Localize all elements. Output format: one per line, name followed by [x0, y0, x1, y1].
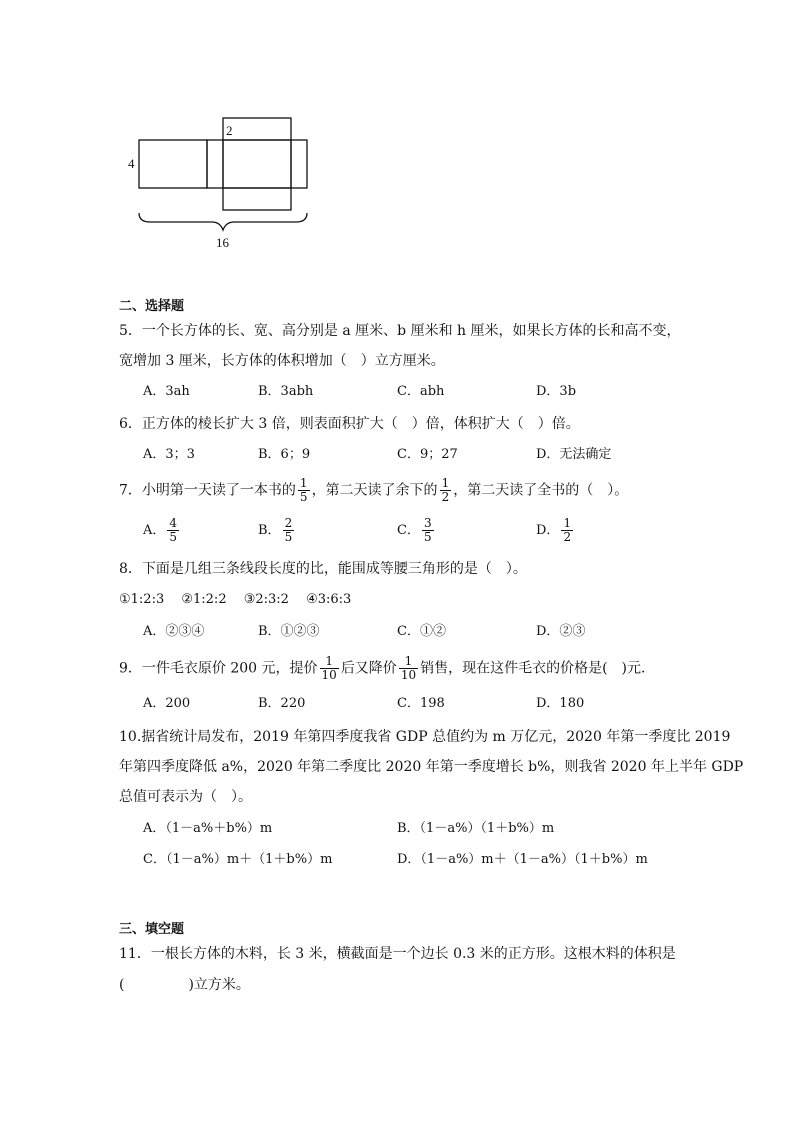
question-6-option-d[interactable]: D．无法确定 — [536, 447, 612, 462]
option-fraction: $\frac{2}{5}$ — [284, 516, 293, 544]
question-8-option-b[interactable]: B．①②③ — [258, 624, 320, 639]
question-5-option-c[interactable]: C．abh — [397, 384, 445, 399]
net-face-top — [223, 118, 291, 140]
question-10-line-1: 10.据省统计局发布，2019 年第四季度我省 GDP 总值约为 m 万亿元，2020 年第一季度比 2019 — [119, 729, 731, 745]
net-face-bottom — [223, 188, 291, 210]
question-6-option-c[interactable]: C．9；27 — [397, 447, 458, 462]
question-9-fraction-1: $\frac{1}{10}$ — [321, 654, 337, 682]
question-7-text — [119, 477, 628, 504]
question-6-text: 6．正方体的棱长扩大 3 倍，则表面积扩大（ ）倍，体积扩大（ ）倍。 — [119, 416, 580, 432]
question-7-option-a[interactable]: A． $\frac{4}{5}$ — [143, 516, 178, 544]
question-10-option-d[interactable]: D．（1－a%）m＋（1－a%）（1＋b%）m — [397, 852, 648, 867]
question-10-line-2: 年第四季度降低 a%，2020 年第二季度比 2020 年第一季度增长 b%，则我省 2020 年上半年 GDP — [119, 759, 744, 775]
length-brace — [139, 213, 307, 230]
question-5-option-a[interactable]: A．3ah — [143, 384, 190, 399]
net-face-middle — [207, 140, 223, 188]
question-9-option-c[interactable]: C．198 — [397, 696, 445, 711]
question-7-option-b[interactable]: B． $\frac{2}{5}$ — [258, 516, 293, 544]
question-8-option-c[interactable]: C．①② — [397, 624, 446, 639]
question-7-part-3: ，第二天读了全书的（ ）。 — [453, 482, 629, 499]
question-9-part-1: 9．一件毛衣原价 200 元，提价 — [119, 660, 318, 677]
question-9-text — [119, 655, 655, 682]
net-face-right — [291, 140, 307, 188]
question-10-option-a[interactable]: A．（1－a%＋b%）m — [143, 821, 273, 836]
option-fraction: $\frac{4}{5}$ — [169, 516, 178, 544]
question-9-fraction-2: $\frac{1}{10}$ — [400, 654, 417, 682]
question-8-option-a[interactable]: A．②③④ — [143, 624, 205, 639]
question-5-option-d[interactable]: D．3b — [536, 384, 577, 399]
net-face-left — [139, 140, 207, 188]
section-title-choice: 二、选择题 — [119, 299, 185, 314]
question-9-option-d[interactable]: D．180 — [536, 696, 585, 711]
question-9-part-3: 销售，现在这件毛衣的价格是( )元． — [420, 660, 656, 677]
option-fraction: $\frac{3}{5}$ — [423, 516, 432, 544]
net-face-center — [223, 140, 291, 188]
width-label: 2 — [226, 123, 233, 138]
question-8-option-d[interactable]: D．②③ — [536, 624, 586, 639]
question-10-option-c[interactable]: C．（1－a%）m＋（1＋b%）m — [143, 852, 333, 867]
question-6-option-a[interactable]: A．3；3 — [143, 447, 195, 462]
question-9-option-a[interactable]: A．200 — [143, 696, 191, 711]
section-title-fill-blank: 三、填空题 — [119, 922, 185, 937]
question-8-text: 8．下面是几组三条线段长度的比，能围成等腰三角形的是（ ）。 — [119, 561, 527, 577]
height-label: 4 — [128, 156, 135, 171]
question-11-line-2: ( )立方米。 — [119, 977, 250, 993]
question-9-option-b[interactable]: B．220 — [258, 696, 306, 711]
length-label: 16 — [216, 235, 229, 250]
question-7-fraction-2: $\frac{1}{2}$ — [441, 476, 450, 504]
question-7-option-d[interactable]: D． $\frac{1}{2}$ — [536, 516, 572, 544]
question-5-line-1: 5．一个长方体的长、宽、高分别是 a 厘米、b 厘米和 h 厘米，如果长方体的长和高不变， — [119, 323, 681, 339]
question-7-part-1: 7．小明第一天读了一本书的 — [119, 482, 296, 499]
question-8-ratio-groups: ①1:2:3 ②1:2:2 ③2:3:2 ④3:6:3 — [119, 592, 352, 607]
question-9-part-2: 后又降价 — [340, 660, 397, 677]
question-5-line-2: 宽增加 3 厘米，长方体的体积增加（ ）立方厘米。 — [119, 353, 445, 369]
question-7-part-2: ，第二天读了余下的 — [311, 482, 438, 499]
question-7-fraction-1: $\frac{1}{5}$ — [299, 476, 308, 504]
question-5-option-b[interactable]: B．3abh — [258, 384, 314, 399]
question-10-line-3: 总值可表示为（ ）。 — [119, 789, 252, 805]
question-6-option-b[interactable]: B．6；9 — [258, 447, 311, 462]
cuboid-net-figure — [120, 110, 330, 255]
question-7-option-c[interactable]: C． $\frac{3}{5}$ — [397, 516, 432, 544]
option-fraction: $\frac{1}{2}$ — [563, 516, 572, 544]
question-10-option-b[interactable]: B．（1－a%）（1＋b%）m — [397, 821, 555, 836]
question-11-line-1: 11．一根长方体的木料，长 3 米，横截面是一个边长 0.3 米的正方形。这根木料的体积是 — [119, 946, 676, 962]
